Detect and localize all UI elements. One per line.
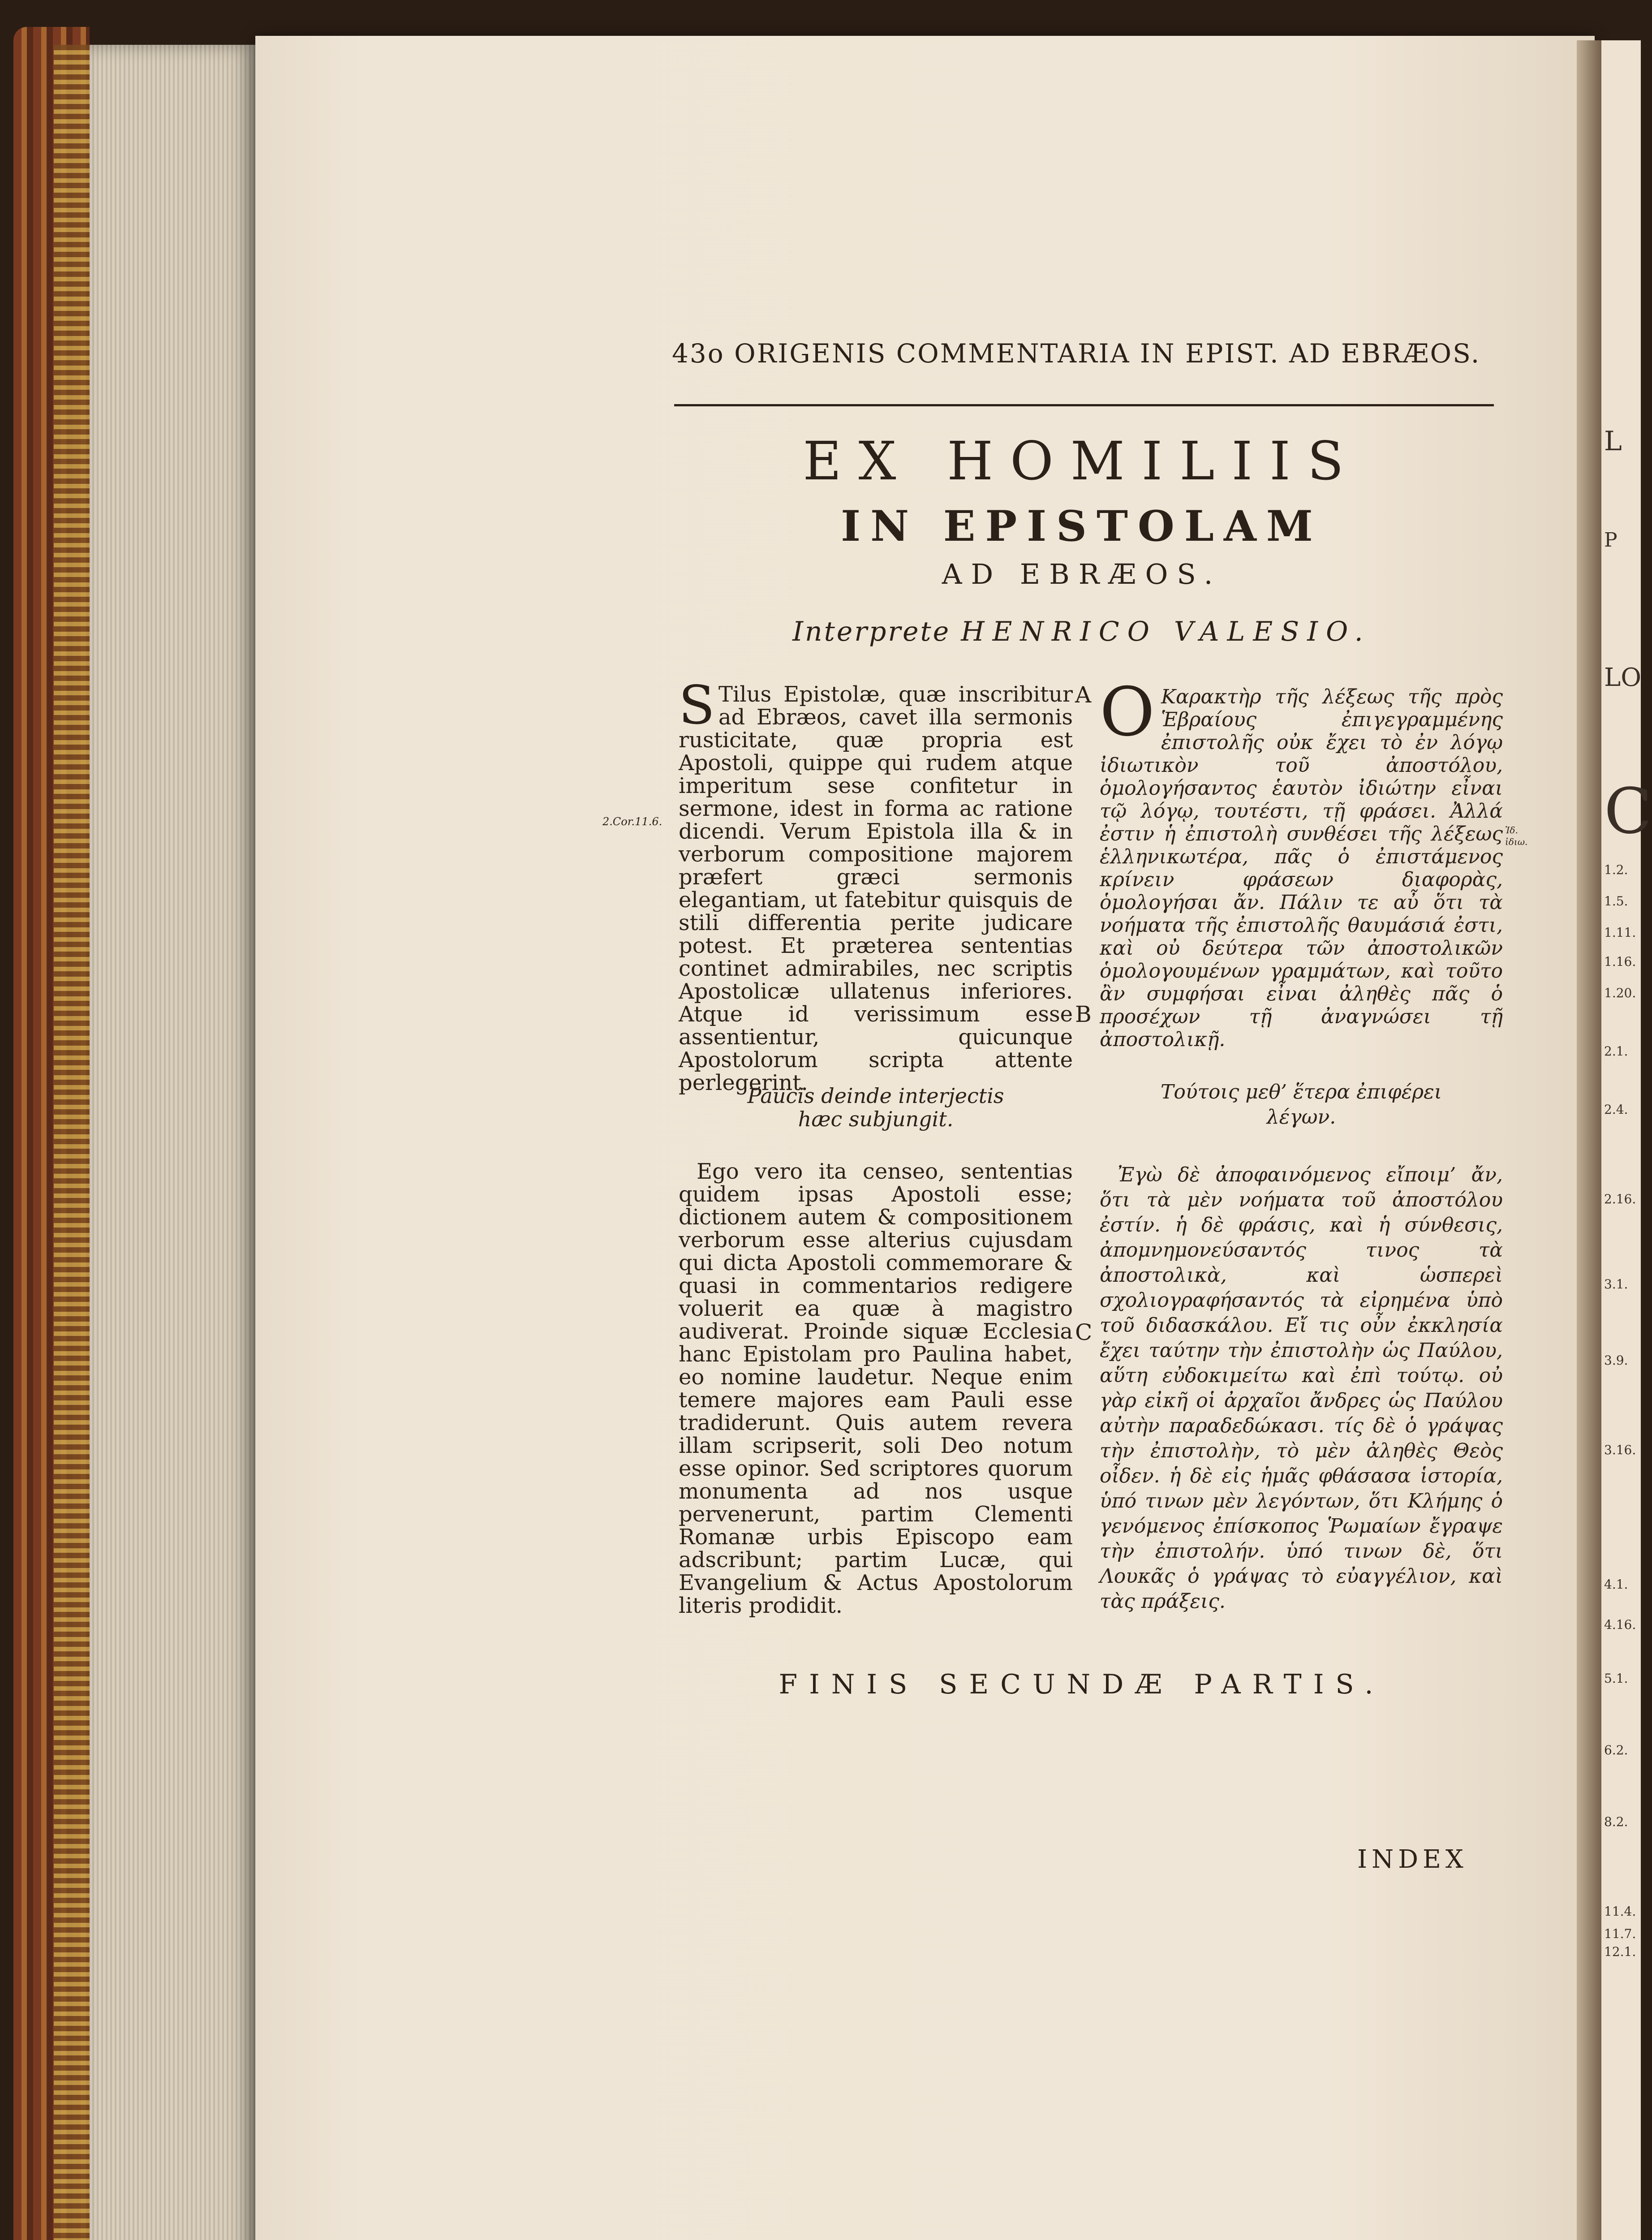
facing-page-ref: 2.1.: [1604, 1044, 1628, 1059]
facing-page-ref: 1.11.: [1604, 925, 1636, 940]
latin-subheading-line-2: hæc subjungit.: [798, 1107, 954, 1131]
greek-drop-cap: Ο: [1100, 673, 1155, 751]
margin-note-reference: 2.Cor.11.6.: [602, 815, 663, 828]
greek-paragraph-2: Ἐγὼ δὲ ἀποφαινόμενος εἴποιμ’ ἄν, ὅτι τὰ μὲν νοήματα τοῦ ἀποστόλου ἐστίν. ἡ δὲ φράσις, καὶ ἡ σύνθεσις, ἀπομνημονεύσαντός τινος τὰ ἀποστολικὰ, καὶ ὡσπερεὶ σχολιογραφήσαντός τὰ εἰρημένα ὑπὸ τοῦ διδασκάλου. Εἴ τις οὖν ἐκκλησία ἔχει ταύτην τὴν ἐπιστολὴν ὡς Παύλου, αὕτη εὐδοκιμείτω καὶ ἐπὶ τούτῳ. οὐ γὰρ εἰκῆ οἱ ἀρχαῖοι ἄνδρες ὡς Παύλου αὐτὴν παραδεδώκασι. τίς δὲ ὁ γράψας τὴν ἐπιστολὴν, τὸ μὲν ἀληθὲς Θεὸς οἶδεν. ἡ δὲ εἰς ἡμᾶς φθάσασα ἱστορία, ὑπό τινων μὲν λεγόντων, ὅτι Κλήμης ὁ γενόμενος ἐπίσκοπος Ῥωμαίων ἔγραψε τὴν ἐπιστολήν. ὑπό τινων δὲ, ὅτι Λουκᾶς ὁ γράψας τὸ εὐαγγέλιον, καὶ τὰς πράξεις.: [1100, 1163, 1503, 1613]
catchword: INDEX: [1357, 1845, 1468, 1874]
facing-page-fragment: [1601, 40, 1652, 2240]
interpreter-line: [672, 616, 1492, 647]
greek-text-1: Καρακτὴρ τῆς λέξεως τῆς πρὸς Ἑβραίους ἐπιγεγραμμένης ἐπιστολῆς οὐκ ἔχει τὸ ἐν λόγῳ ἰδιωτικὸν τοῦ ἀποστόλου, ὁμολογήσαντος ἑαυτὸν ἰδιώτην εἶναι τῷ λόγῳ, τουτέστι, τῇ φράσει. Ἀλλά ἐστιν ἡ ἐπιστολὴ συνθέσει τῆς λέξεως ἑλληνικωτέρα, πᾶς ὁ ἐπιστάμενος κρίνειν φράσεων διαφορὰς, ὁμολογήσαι ἄν. Πάλιν τε αὖ ὅτι τὰ νοήματα τῆς ἐπιστολῆς θαυμάσιά ἐστι, καὶ οὐ δεύτερα τῶν ἀποστολικῶν ὁμολογουμένων γραμμάτων, καὶ τοῦτο ἂν συμφήσαι εἶναι ἀληθὲς πᾶς ὁ προσέχων τῇ ἀναγνώσει τῇ ἀποστολικῇ.: [1100, 685, 1503, 1051]
facing-page-letter: P: [1604, 529, 1618, 551]
head-rule: [674, 404, 1494, 406]
facing-page-ref: 3.1.: [1604, 1277, 1628, 1292]
facing-page-ref: 3.9.: [1604, 1353, 1628, 1368]
facing-page-ref: 5.1.: [1604, 1671, 1628, 1686]
facing-page-ref: 11.4.: [1604, 1904, 1636, 1919]
latin-drop-cap: S: [679, 674, 715, 736]
facing-page-ref: 6.2.: [1604, 1743, 1628, 1758]
page-gutter: [1577, 40, 1604, 2240]
margin-note-greek: Ἰδ. ἰδιω.: [1505, 825, 1528, 847]
facing-page-ref: 4.16.: [1604, 1617, 1636, 1632]
interpreter-name: HENRICO VALESIO.: [961, 616, 1371, 647]
facing-page-ref: 1.5.: [1604, 894, 1628, 909]
facing-page-letter: C: [1604, 775, 1652, 848]
title-line-2: IN EPISTOLAM: [841, 502, 1323, 551]
facing-page-ref: 2.4.: [1604, 1102, 1628, 1117]
latin-text-1: Tilus Epistolæ, quæ inscribitur ad Ebræos, cavet illa sermonis rusticitate, quæ propria est Apostoli, quippe qui rudem atque imperitum sese confitetur in sermone, idest in forma ac ratione dicendi. Verum Epistola illa & in verborum compositione majorem præfert græci sermonis elegantiam, ut fatebitur quisquis de stili differentia perite judicare potest. Et præterea sententias continet admirabiles, nec scriptis Apostolicæ ullatenus inferiores. Atque id verissimum esse assentientur, quicunque Apostolorum scripta attente perlegerint.: [679, 682, 1073, 1095]
facing-page-ref: 2.16.: [1604, 1192, 1636, 1206]
facing-page-ref: 1.16.: [1604, 954, 1636, 969]
facing-page-ref: 1.2.: [1604, 862, 1628, 877]
greek-subheading: [1100, 1080, 1503, 1130]
running-head: 43o ORIGENIS COMMENTARIA IN EPIST. AD EBRÆOS.: [672, 338, 1481, 369]
interpreter-label: Interprete: [792, 616, 951, 647]
facing-page-ref: 12.1.: [1604, 1944, 1636, 1959]
facing-page-ref: 3.16.: [1604, 1443, 1636, 1457]
title-line-3: AD EBRÆOS.: [942, 558, 1222, 590]
facing-page-letter: L: [1604, 426, 1622, 457]
facing-page-ref: 8.2.: [1604, 1814, 1628, 1829]
greek-subheading-line-1: Τούτοις μεθ’ ἕτερα ἐπιφέρει: [1160, 1081, 1442, 1103]
latin-subheading: [679, 1084, 1073, 1131]
facing-page-ref: 4.1.: [1604, 1577, 1628, 1592]
greek-paragraph-1: [1100, 673, 1503, 1051]
margin-letter-a: A: [1075, 682, 1092, 708]
latin-paragraph-1: [679, 674, 1073, 1095]
gilt-edge-decoration: [54, 45, 90, 2240]
greek-subheading-line-2: λέγων.: [1266, 1106, 1336, 1129]
finis-line: FINIS SECUNDÆ PARTIS.: [779, 1669, 1385, 1700]
page-stack-edges: [90, 45, 255, 2240]
latin-paragraph-2: Ego vero ita censeo, sententias quidem ipsas Apostoli esse; dictionem autem & compositionem verborum esse alterius cujusdam qui dicta Apostoli commemorare & quasi in commentarios redigere voluerit ea quæ à magistro audiverat. Proinde siquæ Ecclesia hanc Epistolam pro Paulina habet, eo nomine laudetur. Neque enim temere majores eam Pauli esse tradiderunt. Quis autem revera illam scripserit, soli Deo notum esse opinor. Sed scriptores quorum monumenta ad nos usque pervenerunt, partim Clementi Romanæ urbis Episcopo eam adscribunt; partim Lucæ, qui Evangelium & Actus Apostolorum literis prodidit.: [679, 1159, 1073, 1618]
latin-subheading-line-1: Paucis deinde interjectis: [747, 1084, 1004, 1108]
facing-page-ref: 1.20.: [1604, 986, 1636, 1000]
facing-page-ref: 11.7.: [1604, 1926, 1636, 1941]
facing-page-letter: LO: [1604, 663, 1642, 692]
margin-letter-c: C: [1075, 1319, 1093, 1345]
title-line-1: EX HOMILIIS: [803, 430, 1361, 492]
margin-letter-b: B: [1075, 1001, 1092, 1027]
